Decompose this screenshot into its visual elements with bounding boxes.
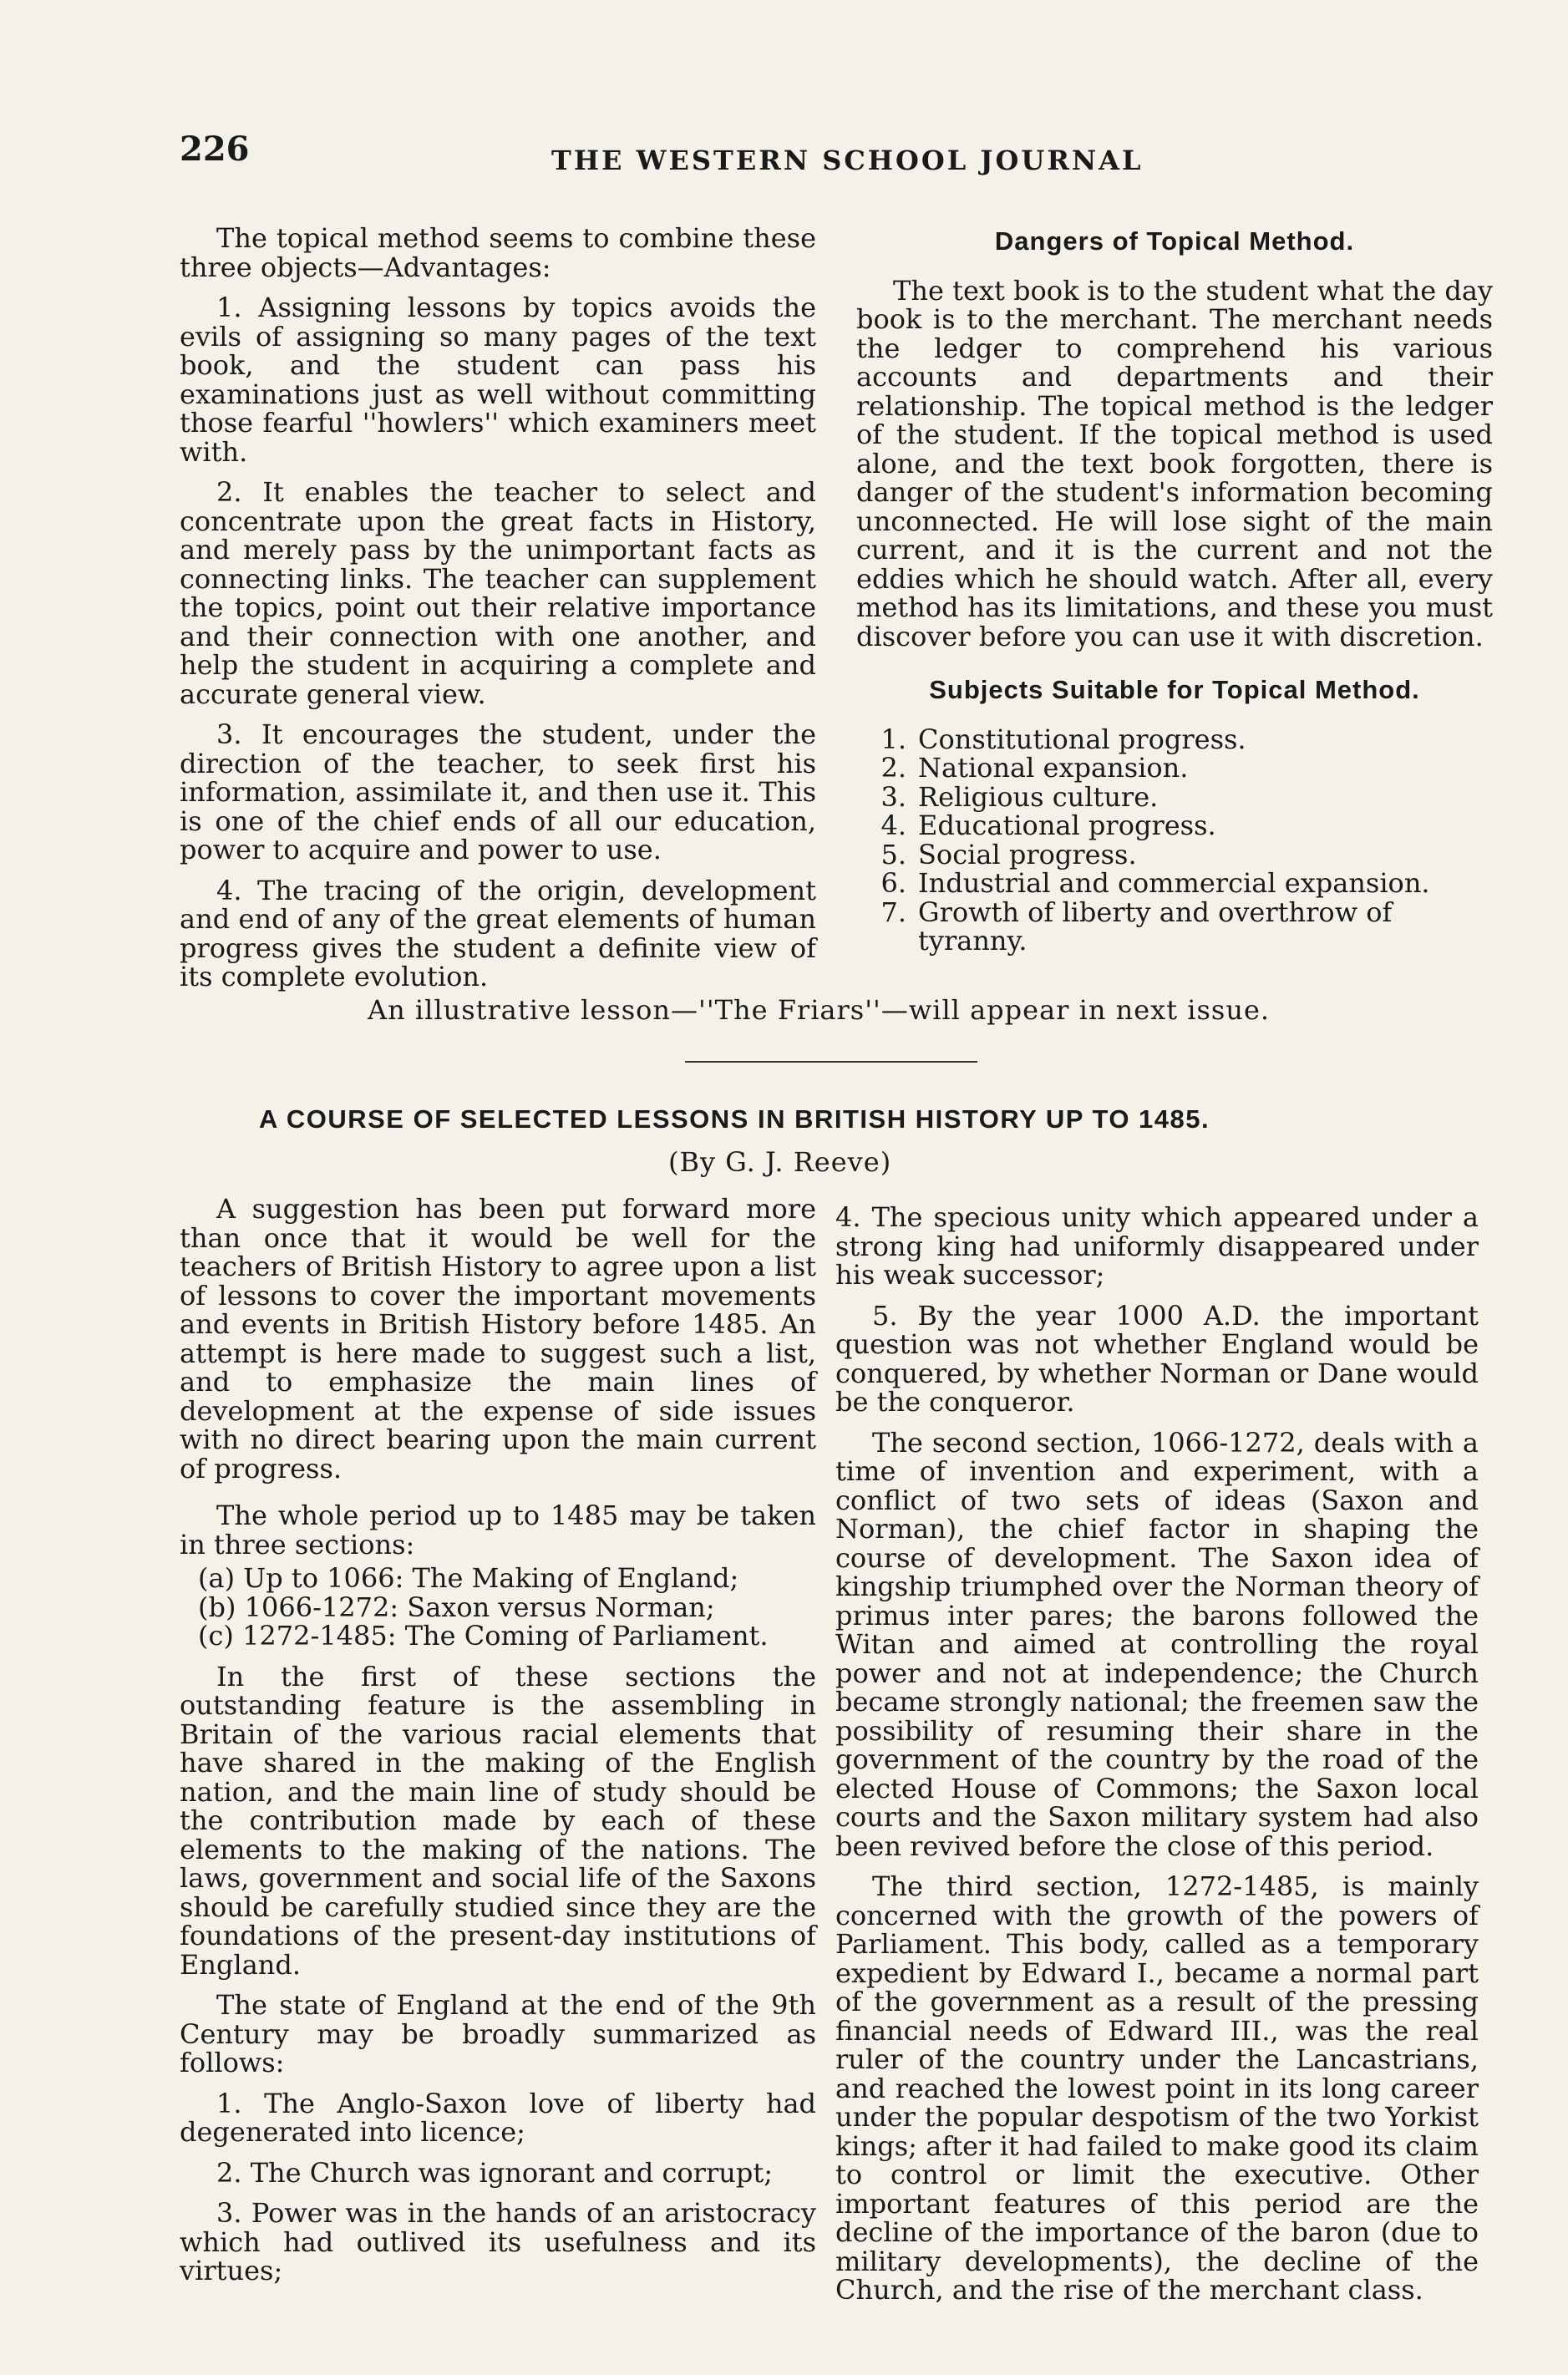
list-item: 4. Educational progress. [880,809,1216,841]
next-issue-note: An illustrative lesson—''The Friars''—will appear in next issue. [368,994,1271,1026]
summary-point: 3. Power was in the hands of an aristocracy which had outlived its usefulness and its virtues; [180,2197,816,2286]
page-number: 226 [180,129,250,169]
list-item: 1. Constitutional progress. [880,723,1246,755]
topical-dangers-column [856,227,1493,956]
summary-point: 5. By the year 1000 A.D. the important question was not whether England would be conquered, by whether Norman or Dane would be the conqueror. [835,1299,1479,1418]
article-paragraph: The state of England at the end of the 9th Century may be broadly summarized as follows: [180,1989,816,2078]
list-item: 2. National expansion. [880,752,1189,784]
article-paragraph: The whole period up to 1485 may be taken in three sections: [180,1500,816,1560]
list-item: 7. Growth of liberty and overthrow of tyranny. [880,896,1393,957]
summary-point: 4. The specious unity which appeared under a strong king had uniformly disappeared under his weak successor; [835,1201,1479,1291]
list-item: 3. Religious culture. [880,780,1159,813]
summary-point: 2. The Church was ignorant and corrupt; [216,2156,773,2189]
article-right-column [835,1203,1479,2317]
article-paragraph: The third section, 1272-1485, is mainly concerned with the growth of the powers of Parliament. This body, called as a temporary expedient by Edward I., became a normal part of the government as a result of the pressing financial needs of Edward III., was the real ruler of the country under the Lancastrians, and reached the lowest point in its long career under the popular despotism of the two Yorkist kings; after it had failed to make good its claim to control or limit the executive. Other important features of this period are the decline of the importance of the baron (due to military developments), the decline of the Church, and the rise of the merchant class. [835,1870,1479,2306]
article-left-column [180,1195,816,2297]
list-item: (a) Up to 1066: The Making of England; [198,1562,739,1594]
article-paragraph: In the first of these sections the outstanding feature is the assembling in Britain of the various racial elements that have shared in the making of the English nation, and the main line of study should be the contribution made by each of these elements to the making of the nations. The laws, government and social life of the Saxons should be carefully studied since they are the foundations of the present-day institutions of England. [180,1660,816,1981]
advantage-3: 3. It encourages the student, under the direction of the teacher, to seek first his information, assimilate it, and then use it. This is one of the chief ends of all our education, power to acquire and power to use. [180,718,816,865]
running-head: THE WESTERN SCHOOL JOURNAL [551,145,1144,176]
list-item: (b) 1066-1272: Saxon versus Norman; [198,1591,715,1623]
subjects-list [856,725,1493,956]
article-paragraph: The second section, 1066-1272, deals with a time of invention and experiment, with a conflict of two sets of ideas (Saxon and Norman), the chief factor in shaping the course of development. The Saxon idea of kingship triumphed over the Norman theory of primus inter pares; the barons followed the Witan and aimed at controlling the royal power and not at independence; the Church became strongly national; the freemen saw the possibility of resuming their share in the government of the country by the road of the elected House of Commons; the Saxon local courts and the Saxon military system had also been revived before the close of this period. [835,1426,1479,1862]
advantage-4: 4. The tracing of the origin, development and end of any of the great elements of human progress gives the student a definite view of its complete evolution. [180,874,816,992]
advantage-2: 2. It enables the teacher to select and concentrate upon the great facts in History, and merely pass by the unimportant facts as connecting links. The teacher can supplement the topics, point out their relative importance and their connection with one another, and help the student in acquiring a complete and accurate general view. [180,476,816,710]
topical-advantages-column [180,224,816,1003]
summary-point: 1. The Anglo-Saxon love of liberty had degenerated into licence; [180,2087,816,2148]
list-item: 6. Industrial and commercial expansion. [880,867,1430,899]
article-paragraph: A suggestion has been put forward more than once that it would be well for the teachers of British History to agree upon a list of lessons to cover the important movements and events in British History before 1485. An attempt is here made to suggest such a list, and to emphasize the main lines of development at the expense of side issues with no direct bearing upon the main current of progress. [180,1193,816,1484]
list-item: (c) 1272-1485: The Coming of Parliament. [198,1620,769,1652]
article-title: A COURSE OF SELECTED LESSONS IN BRITISH HISTORY UP TO 1485. [259,1104,1210,1134]
advantage-1: 1. Assigning lessons by topics avoids the evils of assigning so many pages of the text book, and the student can pass his examinations just as well without committing those fearful ''howlers'' which examiners meet with. [180,292,816,468]
article-byline: (By G. J. Reeve) [668,1146,892,1178]
topical-intro: The topical method seems to combine these three objects—Advantages: [180,222,816,283]
dangers-text: The text book is to the student what the day book is to the merchant. The merchant needs the ledger to comprehend his various accounts and departments and their relationship. The topical method is the ledger of the student. If the topical method is used alone, and the text book forgotten, there is danger of the student's information becoming unconnected. He will lose sight of the main current, and it is the current and not the eddies which he should watch. After all, every method has its limitations, and these you must discover before you can use it with discretion. [856,274,1493,652]
section-divider [685,1061,977,1063]
list-item: 5. Social progress. [880,838,1137,870]
sections-list [180,1564,816,1651]
subjects-heading: Subjects Suitable for Topical Method. [929,675,1420,704]
dangers-heading: Dangers of Topical Method. [994,226,1355,256]
